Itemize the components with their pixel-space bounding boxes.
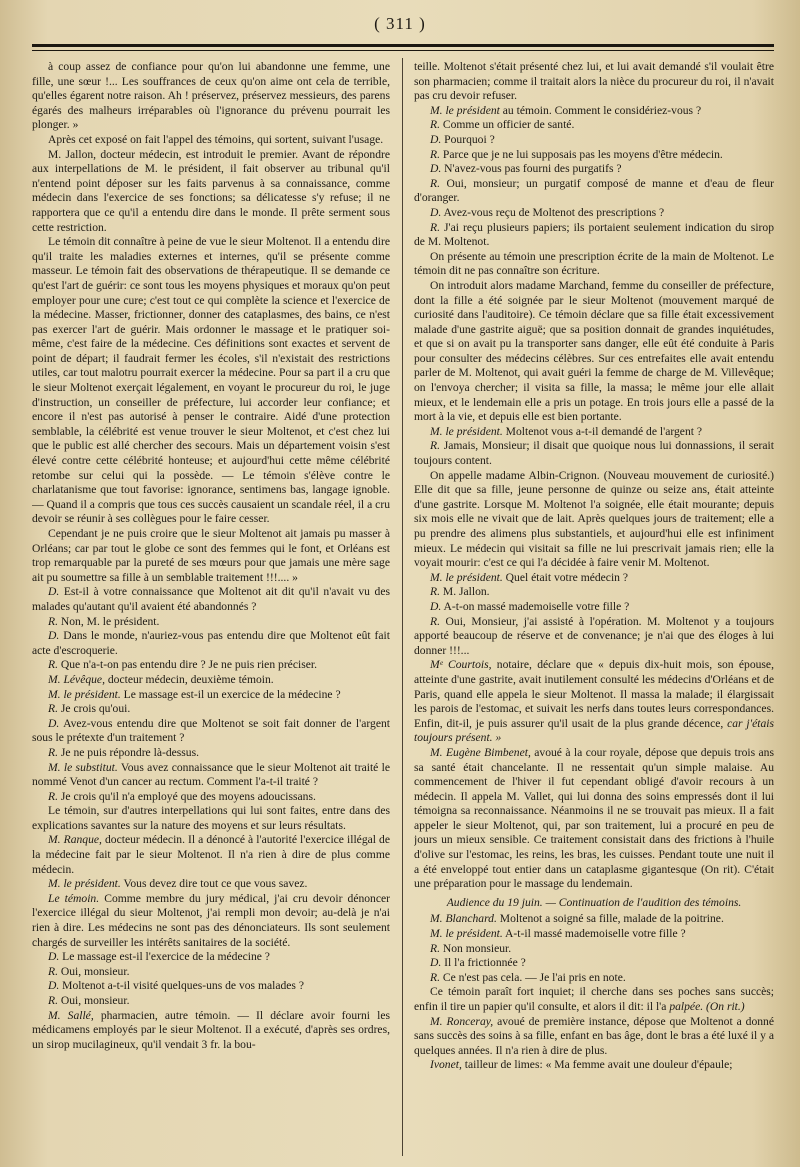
header-rule-thick: [32, 44, 774, 47]
paragraph-text: Oui, monsieur.: [57, 964, 130, 978]
paragraph: [414, 104, 774, 119]
speaker-label: R.: [430, 941, 440, 955]
paragraph-text: On présente au témoin une prescription écrite de la main de Moltenot. Le témoin dit ne pas connaître son écriture.: [414, 249, 774, 278]
paragraph: [414, 658, 774, 746]
paragraph-text: Moltenot vous a-t-il demandé de l'argent ?: [502, 424, 703, 438]
paragraph-text: Avez-vous entendu dire que Moltenot se soit fait donner de l'argent sous le prétexte d'un traitement ?: [32, 716, 390, 745]
paragraph-text: Non, M. le président.: [57, 614, 160, 628]
paragraph-text: docteur médecin, deuxième témoin.: [104, 672, 274, 686]
speaker-label: M. le président: [430, 103, 500, 117]
paragraph: [32, 702, 390, 717]
paragraph-text: pharmacien, autre témoin. — Il déclare avoir fourni les médicamens employés par le sieur Moltenot. Il a exécuté, d'après ses ordres, un sirop mucilagineux, qu'il vendait 3 fr. la bou-: [32, 1008, 390, 1051]
column-divider: [402, 58, 403, 1156]
paragraph-text: On introduit alors madame Marchand, femme du conseiller de préfecture, dont la fille a été soignée par le sieur Moltenot (mouvement marqué de curiosité dans l'auditoire). Ce témoin déclare que sa fille était excessivement malade d'une gastrite aiguë; que sa position donnait de grandes inquiétudes, et que si on avait pu la transporter sans danger, elle eût été conduite à Paris pour consulter des médecins célèbres. Sur ces entrefaites elle avait entendu parler de M. Moltenot, qui avait guéri la femme de charge de M. Villevêque; on l'envoya chercher; il visita sa fille, la massa; le même jour elle allait mieux, et le lendemain elle a pris un potage. En trois jours elle a passé de la mort à la vie, et depuis elle est bien portante.: [414, 278, 774, 424]
paragraph-text: avoué de première instance, dépose que Moltenot a donné sans succès des soins à sa fille, enfant en bas âge, dont le bras a été luxé il y a quelques années. Il n'a rien à dire de plus.: [414, 1014, 774, 1057]
speaker-label: D.: [48, 629, 60, 643]
paragraph: [32, 673, 390, 688]
paragraph: [414, 585, 774, 600]
speaker-label: M. Ronceray,: [430, 1014, 494, 1028]
paragraph: [32, 585, 390, 614]
page-number: ( 311 ): [374, 14, 426, 33]
paragraph: [414, 615, 774, 659]
paragraph: [32, 979, 390, 994]
paragraph-text: Le témoin dit connaître à peine de vue le sieur Moltenot. Il a entendu dire qu'il traite les maladies externes et internes, qu'il se présente comme masseur. Le témoin fait des observations de thérapeutique. Il se demande ce qu'est l'art de guérir: ce sont tous les moyens physiques et moraux qu'on peut employer pour une cure; c'est tout ce qui complète la science et l'exercice de la médecine. Masser, frictionner, donner des cataplasmes, des bains, ce n'est pas exercer l'art de guérir. Mais ordonner le massage et le pratiquer soi-même, c'est faire de la médecine. Ces définitions sont exactes et servent de point de départ; il faudrait fermer les écoles, s'il n'existait des restrictions utiles, car tout malotru pourrait exercer la médecine. Pour sa part il a cru que le sieur Moltenot exerçait légalement, en voyant le procureur du roi, le juge d'instruction, un conseiller de préfecture, lui accorder leur confiance; et encore il n'est pas autorisé à penser le contraire. Aidé d'une protection semblable, la célébrité est venue trouver le sieur Moltenot, et c'est chez lui que le public est allé chercher des secours. Mais un département voisin s'est élevé contre cette célébrité honteuse; et aujourd'hui cette même célébrité retombe sur celui qui la possède. — Le témoin s'élève contre le charlatanisme que tout favorise: ignorance, sentimens bas, langage ignoble. — Quand il a compris que tous ces succès causaient un scandale réel, il a cru devoir se réunir à ses collègues pour le faire cesser.: [32, 235, 390, 526]
header-rule-thin: [32, 50, 774, 51]
paragraph: [414, 746, 774, 892]
speaker-label: M. le président.: [48, 877, 121, 891]
speaker-label: M. Eugène Bimbenet,: [430, 745, 531, 759]
speaker-label: R.: [430, 970, 440, 984]
paragraph: [32, 804, 390, 833]
paragraph: [414, 133, 774, 148]
paragraph-text: Audience du 19 juin. — Continuation de l'audition des témoins.: [446, 895, 742, 909]
paragraph: [414, 985, 774, 1014]
paragraph-text: Dans le monde, n'auriez-vous pas entendu dire que Moltenot eût fait acte d'escroquerie.: [32, 629, 390, 657]
paragraph: [32, 615, 390, 630]
paragraph-text: Il l'a frictionnée ?: [441, 956, 526, 970]
paragraph: [414, 896, 774, 911]
paragraph: [32, 892, 390, 950]
paragraph: [414, 469, 774, 571]
left-column: [32, 60, 390, 1160]
paragraph-text: Oui, Monsieur, j'ai assisté à l'opération. M. Moltenot y a toujours apporté beaucoup de réserve et de convenance; je n'ai que des éloges à lui donner !!!...: [414, 614, 774, 657]
paragraph-text: docteur médecin. Il a dénoncé à l'autorité l'exercice illégal de la médecine fait par le sieur Moltenot. Il n'a rien à dire de plus comme médecin.: [32, 833, 390, 876]
paragraph-text: On appelle madame Albin-Crignon. (Nouveau mouvement de curiosité.) Elle dit que sa fille, jeune personne de quinze ou seize ans, était atteinte d'une gastrite. Lorsque M. Moltenot l'a soignée, elle était mourante; depuis six mois elle ne vivait que de lait. Après quelques jours de traitement; elle a pu prendre des alimens plus substantiels, et aujourd'hui elle est infiniment mieux. Le médecin qui visitait sa fille ne lui prescrivait jamais rien; elle la voyait mourir: c'est ce qui l'a décidée à faire venir M. Moltenot.: [414, 468, 774, 570]
paragraph-text: Je crois qu'il n'a employé que des moyens adoucissans.: [57, 789, 316, 803]
paragraph-text: avoué à la cour royale, dépose que depuis trois ans sa santé était chancelante. Il ne ressentait qu'un simple malaise. Au commencement de l'hiver il fut cependant obligé d'avoir recours à un médecin. Il appela M. Vallet, qui lui donna des soins empressés dont il lui témoigna sa reconnaissance. Néanmoins il ne se trouvait pas mieux. Il a fait appeler le sieur Moltenot, qui, par son traitement, lui a procuré en peu de jours un mieux sensible. Ce traitement consistait dans des frictions à l'huile d'olive sur l'estomac, les reins, les bras, les cuisses. Pendant toute une nuit il a été enveloppé tout entier dans un cataplasme gigantesque (On rit). C'était une préparation pour le massage du lendemain.: [414, 745, 774, 891]
speaker-label: D.: [430, 599, 442, 613]
speaker-label: R.: [430, 118, 440, 132]
speaker-label: R.: [48, 789, 58, 803]
paragraph: [414, 927, 774, 942]
paragraph: [32, 746, 390, 761]
speaker-label: R.: [430, 147, 440, 161]
paragraph: [414, 206, 774, 221]
paragraph: [414, 279, 774, 425]
paragraph: [32, 688, 390, 703]
paragraph-text: M. Jallon.: [439, 585, 490, 599]
speaker-label: R.: [430, 585, 440, 599]
paragraph-text: J'ai reçu plusieurs papiers; ils portaient seulement indication du sirop de M. Moltenot.: [414, 220, 774, 249]
paragraph-text: Comme un officier de santé.: [439, 118, 575, 132]
speaker-label: R.: [48, 658, 58, 672]
paragraph: [32, 629, 390, 658]
speaker-label: R.: [430, 439, 440, 453]
speaker-label: R.: [48, 964, 58, 978]
paragraph-text: N'avez-vous pas fourni des purgatifs ?: [441, 162, 622, 176]
speaker-label: Mᵉ Courtois,: [430, 658, 492, 672]
paragraph-text: Après cet exposé on fait l'appel des témoins, qui sortent, suivant l'usage.: [48, 132, 384, 146]
paragraph: [32, 148, 390, 236]
paragraph-text: teille. Moltenot s'était présenté chez lui, et lui avait demandé s'il voulait être son pharmacien; comme il traitait alors la nièce du procureur du roi, il n'avait pas cru devoir refuser.: [414, 60, 774, 103]
paragraph: [32, 60, 390, 133]
speaker-label: M. Lévêque,: [48, 672, 105, 686]
speaker-label: R.: [430, 614, 440, 628]
paragraph-text: Ce n'est pas cela. — Je l'ai pris en note.: [439, 970, 626, 984]
speaker-label: D.: [48, 950, 60, 964]
paragraph-text: Ce témoin paraît fort inquiet; il cherche dans ses poches sans succès; enfin il tire un papier qu'il consulte, et alors il dit: il l'a: [414, 985, 774, 1013]
paragraph: [414, 912, 774, 927]
paragraph-text: Avez-vous reçu de Moltenot des prescriptions ?: [441, 205, 665, 219]
speaker-label: R.: [48, 702, 58, 716]
paragraph-text: Non monsieur.: [439, 941, 512, 955]
speaker-label: M. le président.: [430, 424, 503, 438]
paragraph: [32, 994, 390, 1009]
paragraph-text: Oui, monsieur; un purgatif composé de manne et d'eau de fleur d'oranger.: [414, 176, 774, 205]
paragraph-text: Pourquoi ?: [441, 132, 495, 146]
paragraph: [414, 942, 774, 957]
speaker-label: R.: [48, 614, 58, 628]
speaker-label: M. le président.: [430, 570, 503, 584]
paragraph: [414, 439, 774, 468]
paragraph-text: Le massage est-il l'exercice de la médecine ?: [59, 950, 270, 964]
speaker-label: D.: [430, 205, 442, 219]
speaker-label: R.: [48, 745, 58, 759]
italic-text: car j'étais toujours présent. »: [414, 716, 774, 745]
paragraph-text: Le massage est-il un exercice de la médecine ?: [120, 687, 341, 701]
paragraph: [32, 877, 390, 892]
paragraph-text: A-t-il massé mademoiselle votre fille ?: [502, 927, 686, 941]
paragraph-text: Vous avez connaissance que le sieur Moltenot ait traité le nommé Venot d'un cancer au rectum. Comment l'a-t-il traité ?: [32, 760, 390, 789]
paragraph: [32, 658, 390, 673]
paragraph: [414, 177, 774, 206]
paragraph-text: à coup assez de confiance pour qu'on lui abandonne une femme, une fille, une sœur !... Les souffrances de ceux qu'on aime ont cela de terrible, qu'elles égarent notre raison. Ah ! préservez, préservez messieurs, des parens égarés des malheurs irréparables où l'ignorance du prévenu pourrait les plonger. »: [32, 60, 390, 132]
paragraph: [414, 1058, 774, 1073]
paragraph-text: Moltenot a-t-il visité quelques-uns de vos malades ?: [59, 979, 304, 993]
paragraph: [414, 118, 774, 133]
paragraph: [32, 717, 390, 746]
paragraph: [32, 761, 390, 790]
speaker-label: M. le substitut.: [48, 760, 118, 774]
paragraph: [414, 221, 774, 250]
paragraph-text: A-t-on massé mademoiselle votre fille ?: [441, 599, 630, 613]
paragraph: [414, 250, 774, 279]
paragraph: [32, 527, 390, 585]
paragraph-text: M. Jallon, docteur médecin, est introduit le premier. Avant de répondre aux interpellations de M. le président, il fait observer au tribunal qu'il n'entend point déposer sur les faits parvenus à sa connaissance, comme médecin dans l'exercice de ses fonctions; sa délicatesse s'y refuse; il ne rapportera que ce qu'il a entendu dire dans le monde. Il prête serment sous cette restriction.: [32, 147, 390, 234]
paragraph-text: Que n'a-t-on pas entendu dire ? Je ne puis rien préciser.: [57, 658, 317, 672]
right-column: [414, 60, 774, 1160]
paragraph-text: au témoin. Comment le considériez-vous ?: [499, 103, 702, 117]
speaker-label: D.: [48, 716, 60, 730]
paragraph: [414, 971, 774, 986]
paragraph: [414, 571, 774, 586]
paragraph: [414, 600, 774, 615]
paragraph: [32, 833, 390, 877]
paragraph-text: tailleur de limes: « Ma femme avait une douleur d'épaule;: [461, 1058, 733, 1072]
speaker-label: Le témoin.: [48, 891, 100, 905]
paragraph: [414, 148, 774, 163]
speaker-label: M. Blanchard.: [430, 912, 497, 926]
paragraph-text: Oui, monsieur.: [57, 994, 130, 1007]
speaker-label: M. Ranque,: [48, 833, 102, 847]
paragraph-text: Quel était votre médecin ?: [502, 570, 629, 584]
italic-text: palpée. (On rit.): [666, 1000, 745, 1013]
paragraph-text: Jamais, Monsieur; il disait que quoique nous lui donnassions, il serait toujours content.: [414, 439, 774, 468]
paragraph: [32, 790, 390, 805]
speaker-label: D.: [430, 956, 442, 970]
paragraph: [414, 956, 774, 971]
paragraph-text: Le témoin, sur d'autres interpellations qui lui sont faites, entre dans des explications savantes sur la nature des moyens et sur leurs résultats.: [32, 804, 390, 832]
paragraph: [414, 425, 774, 440]
speaker-label: D.: [430, 132, 442, 146]
speaker-label: R.: [48, 994, 58, 1007]
speaker-label: D.: [48, 585, 60, 599]
paragraph: [32, 235, 390, 527]
paragraph-text: Je crois qu'oui.: [57, 702, 131, 716]
paragraph-text: Je ne puis répondre là-dessus.: [57, 745, 200, 759]
paragraph: [32, 950, 390, 965]
paragraph-text: Moltenot a soigné sa fille, malade de la poitrine.: [496, 912, 724, 926]
paragraph-text: notaire, déclare que « depuis dix-huit mois, son épouse, atteinte d'une gastrite, avait inutilement consulté les médecins d'Orléans et de Paris, quand elle appela le sieur Moltenot. Il massa la malade; il élargissait les parois de l'estomac, et suivait les nerfs dans toutes leurs correspondances. Enfin, dit-il, je puis assurer qu'il usait de la plus grande décence,: [414, 658, 774, 730]
paragraph-text: Est-il à votre connaissance que Moltenot ait dit qu'il n'avait vu des malades qu'autant qu'il avaient été abandonnés ?: [32, 585, 390, 613]
speaker-label: D.: [48, 979, 60, 993]
speaker-label: Ivonet,: [430, 1058, 462, 1072]
speaker-label: M. Sallé,: [48, 1008, 94, 1022]
paragraph: [414, 60, 774, 104]
speaker-label: M. le président.: [430, 927, 503, 941]
speaker-label: M. le président.: [48, 687, 121, 701]
paragraph-text: Cependant je ne puis croire que le sieur Moltenot ait jamais pu masser à Orléans; car par tout le globe ce sont des femmes qui le font, et Orléans est trop remarquable par la pureté de ses mœurs pour que jamais une mère sage ait pu soumettre sa fille à un semblable traitement !!!.... »: [32, 527, 390, 584]
paragraph: [32, 965, 390, 980]
speaker-label: D.: [430, 162, 442, 176]
speaker-label: R.: [430, 176, 440, 190]
paragraph-text: Comme membre du jury médical, j'ai cru devoir dénoncer l'exercice illégal du sieur Moltenot, j'ai rempli mon devoir; au-delà je n'ai rien à dire. Les médecins ne sont pas des dénonciateurs. Ils sont seulement chargés de surveiller les intérêts sanitaires de la société.: [32, 891, 390, 949]
paragraph-text: Parce que je ne lui supposais pas les moyens d'être médecin.: [439, 147, 723, 161]
paragraph-text: Vous devez dire tout ce que vous savez.: [120, 877, 308, 891]
paragraph: [414, 162, 774, 177]
paragraph: [414, 1015, 774, 1059]
paragraph: [32, 133, 390, 148]
paragraph: [32, 1009, 390, 1053]
speaker-label: R.: [430, 220, 440, 234]
